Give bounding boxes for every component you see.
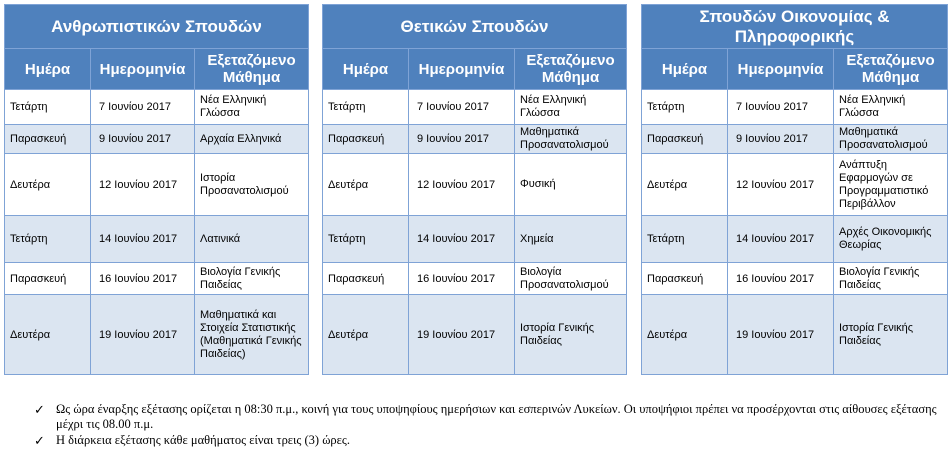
cell-subject: Φυσική — [515, 154, 627, 216]
column-header-subject: Εξεταζόμενο Μάθημα — [834, 49, 948, 90]
cell-date: 7 Ιουνίου 2017 — [728, 90, 834, 125]
notes-list — [34, 402, 944, 449]
exam-table-sciences — [322, 4, 627, 375]
cell-day: Δευτέρα — [5, 154, 91, 216]
cell-date: 9 Ιουνίου 2017 — [728, 125, 834, 154]
table-row — [5, 216, 309, 263]
table-row — [5, 154, 309, 216]
cell-subject: Λατινικά — [195, 216, 309, 263]
list-item — [34, 402, 944, 432]
cell-subject: Μαθηματικά και Στοιχεία Στατιστικής (Μαθηματικά Γενικής Παιδείας) — [195, 295, 309, 375]
cell-subject: Ιστορία Γενικής Παιδείας — [834, 295, 948, 375]
cell-date: 14 Ιουνίου 2017 — [728, 216, 834, 263]
table-row — [5, 295, 309, 375]
cell-day: Παρασκευή — [642, 263, 728, 295]
list-item — [34, 433, 944, 448]
cell-date: 9 Ιουνίου 2017 — [91, 125, 195, 154]
cell-date: 19 Ιουνίου 2017 — [409, 295, 515, 375]
table-row — [642, 125, 948, 154]
cell-subject: Βιολογία Γενικής Παιδείας — [834, 263, 948, 295]
cell-date: 19 Ιουνίου 2017 — [728, 295, 834, 375]
column-header-subject: Εξεταζόμενο Μάθημα — [195, 49, 309, 90]
cell-subject: Βιολογία Γενικής Παιδείας — [195, 263, 309, 295]
cell-subject: Χημεία — [515, 216, 627, 263]
cell-subject: Ανάπτυξη Εφαρμογών σε Προγραμματιστικό Περιβάλλον — [834, 154, 948, 216]
cell-date: 12 Ιουνίου 2017 — [409, 154, 515, 216]
cell-date: 16 Ιουνίου 2017 — [728, 263, 834, 295]
column-header-day: Ημέρα — [642, 49, 728, 90]
cell-date: 12 Ιουνίου 2017 — [728, 154, 834, 216]
table-row — [5, 125, 309, 154]
cell-date: 9 Ιουνίου 2017 — [409, 125, 515, 154]
column-header-date: Ημερομηνία — [91, 49, 195, 90]
cell-day: Δευτέρα — [642, 154, 728, 216]
cell-subject: Μαθηματικά Προσανατολισμού — [834, 125, 948, 154]
cell-day: Δευτέρα — [323, 154, 409, 216]
cell-day: Παρασκευή — [323, 125, 409, 154]
cell-day: Τετάρτη — [323, 216, 409, 263]
cell-day: Τετάρτη — [642, 216, 728, 263]
cell-subject: Βιολογία Προσανατολισμού — [515, 263, 627, 295]
cell-day: Τετάρτη — [323, 90, 409, 125]
exam-table-humanities — [4, 4, 309, 375]
column-header-date: Ημερομηνία — [409, 49, 515, 90]
cell-date: 7 Ιουνίου 2017 — [409, 90, 515, 125]
table-row — [323, 216, 627, 263]
cell-day: Δευτέρα — [5, 295, 91, 375]
table-row — [323, 90, 627, 125]
cell-date: 14 Ιουνίου 2017 — [409, 216, 515, 263]
cell-subject: Νέα Ελληνική Γλώσσα — [195, 90, 309, 125]
table-row — [642, 90, 948, 125]
table-row — [5, 263, 309, 295]
cell-day: Δευτέρα — [642, 295, 728, 375]
cell-date: 19 Ιουνίου 2017 — [91, 295, 195, 375]
note-text: Ως ώρα έναρξης εξέτασης ορίζεται η 08:30 π.μ., κοινή για τους υποψηφίους ημερήσιων και εσπερινών Λυκείων. Οι υποψήφιοι πρέπει να προσέρχονται στις αίθουσες εξέτασης μέχρι τις 08.00 π.μ. — [56, 402, 937, 431]
note-text: Η διάρκεια εξέτασης κάθε μαθήματος είναι τρεις (3) ώρες. — [56, 433, 350, 447]
cell-day: Τετάρτη — [5, 216, 91, 263]
cell-subject: Ιστορία Προσανατολισμού — [195, 154, 309, 216]
table-row — [323, 295, 627, 375]
table-title: Ανθρωπιστικών Σπουδών — [5, 5, 309, 49]
check-icon: ✓ — [34, 402, 45, 417]
table-title: Σπουδών Οικονομίας & Πληροφορικής — [642, 5, 948, 49]
cell-day: Τετάρτη — [5, 90, 91, 125]
cell-day: Παρασκευή — [5, 263, 91, 295]
column-header-day: Ημέρα — [5, 49, 91, 90]
table-row — [323, 154, 627, 216]
cell-subject: Νέα Ελληνική Γλώσσα — [834, 90, 948, 125]
cell-date: 12 Ιουνίου 2017 — [91, 154, 195, 216]
cell-day: Τετάρτη — [642, 90, 728, 125]
table-row — [642, 154, 948, 216]
column-header-subject: Εξεταζόμενο Μάθημα — [515, 49, 627, 90]
column-header-date: Ημερομηνία — [728, 49, 834, 90]
table-row — [5, 90, 309, 125]
cell-date: 7 Ιουνίου 2017 — [91, 90, 195, 125]
table-row — [642, 263, 948, 295]
cell-subject: Νέα Ελληνική Γλώσσα — [515, 90, 627, 125]
column-header-day: Ημέρα — [323, 49, 409, 90]
check-icon: ✓ — [34, 433, 45, 448]
cell-subject: Αρχές Οικονομικής Θεωρίας — [834, 216, 948, 263]
exam-table-economics-informatics — [641, 4, 948, 375]
table-row — [642, 295, 948, 375]
cell-day: Δευτέρα — [323, 295, 409, 375]
table-row — [323, 263, 627, 295]
cell-date: 16 Ιουνίου 2017 — [409, 263, 515, 295]
cell-day: Παρασκευή — [323, 263, 409, 295]
cell-day: Παρασκευή — [5, 125, 91, 154]
table-title: Θετικών Σπουδών — [323, 5, 627, 49]
cell-subject: Αρχαία Ελληνικά — [195, 125, 309, 154]
cell-subject: Ιστορία Γενικής Παιδείας — [515, 295, 627, 375]
cell-date: 16 Ιουνίου 2017 — [91, 263, 195, 295]
cell-date: 14 Ιουνίου 2017 — [91, 216, 195, 263]
cell-day: Παρασκευή — [642, 125, 728, 154]
table-row — [323, 125, 627, 154]
cell-subject: Μαθηματικά Προσανατολισμού — [515, 125, 627, 154]
table-row — [642, 216, 948, 263]
